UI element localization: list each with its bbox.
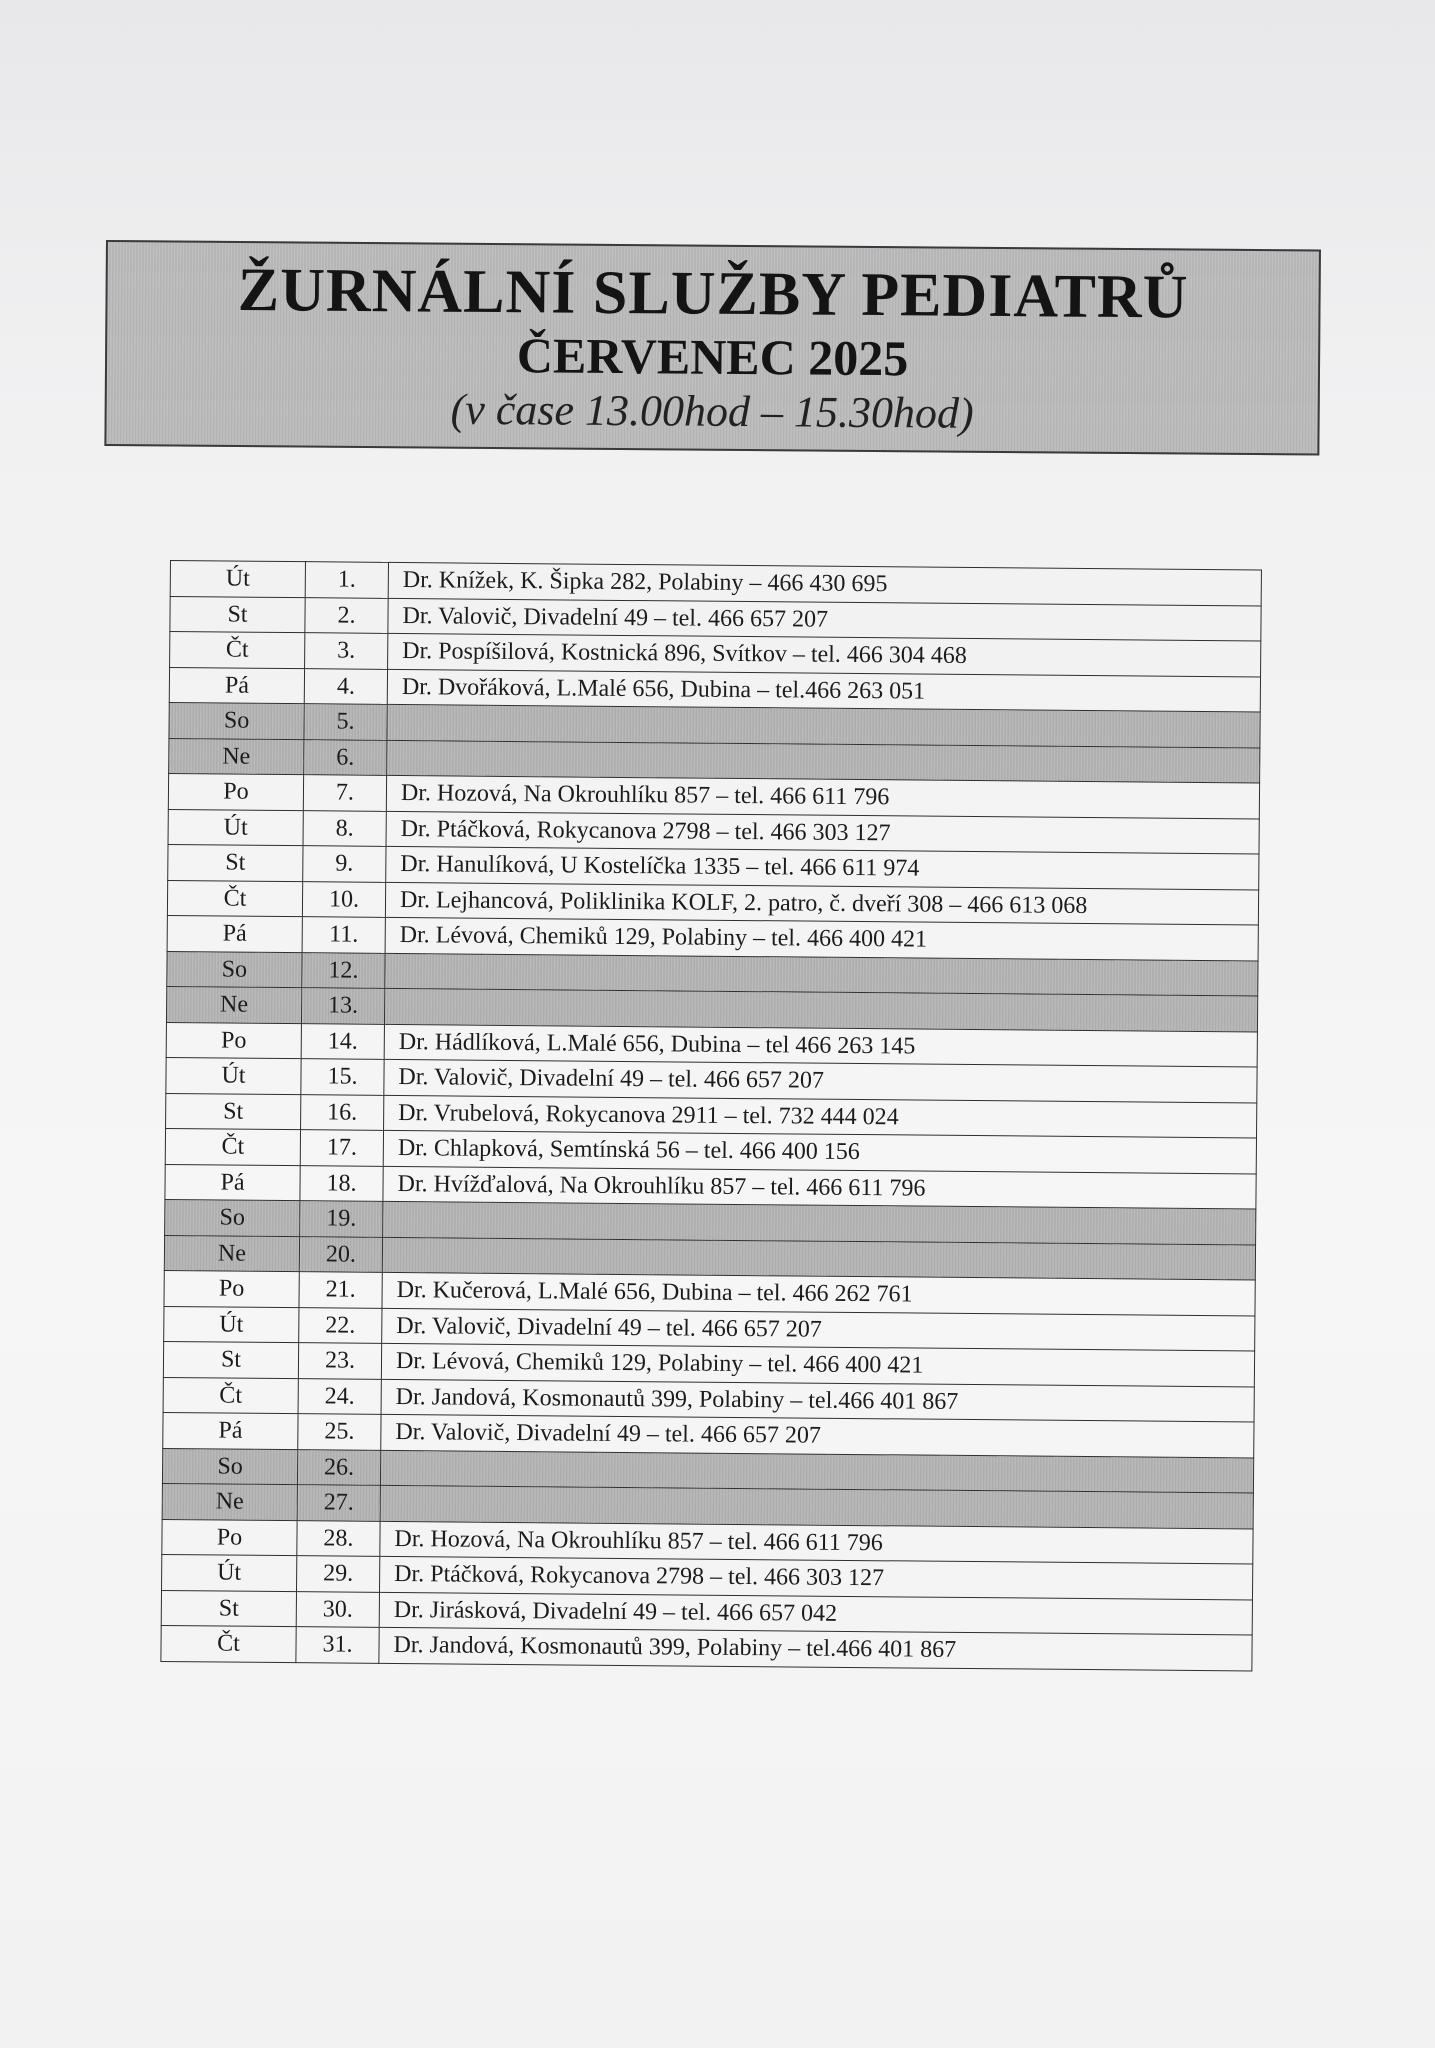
row-doctor-info: Dr. Lévová, Chemiků 129, Polabiny – tel. 466 400 421 <box>385 917 1258 960</box>
document-time-range: (v čase 13.00hod – 15.30hod) <box>450 384 974 438</box>
row-day: Ne <box>164 1235 299 1272</box>
row-day: St <box>161 1590 296 1627</box>
row-day: Čt <box>167 880 302 917</box>
row-date: 15. <box>301 1059 384 1095</box>
row-day: So <box>162 1448 297 1485</box>
row-date: 9. <box>303 846 386 882</box>
schedule-table-body <box>161 561 1262 1671</box>
row-day: Pá <box>163 1412 298 1449</box>
row-date: 27. <box>297 1485 380 1521</box>
row-day: Čt <box>163 1377 298 1414</box>
row-day: St <box>166 1093 301 1130</box>
schedule-table <box>160 560 1262 1671</box>
row-doctor-info: Dr. Jandová, Kosmonautů 399, Polabiny – tel.466 401 867 <box>381 1379 1254 1422</box>
row-date: 20. <box>299 1236 382 1272</box>
row-doctor-info: Dr. Dvořáková, L.Malé 656, Dubina – tel.466 263 051 <box>387 669 1260 712</box>
header-box <box>104 240 1321 456</box>
row-day: Po <box>164 1270 299 1307</box>
row-doctor-info: Dr. Ptáčková, Rokycanova 2798 – tel. 466 303 127 <box>380 1556 1253 1599</box>
row-doctor-info: Dr. Hozová, Na Okrouhlíku 857 – tel. 466 611 796 <box>386 775 1259 818</box>
row-date: 4. <box>304 668 387 704</box>
row-date: 18. <box>300 1165 383 1201</box>
row-date: 10. <box>302 881 385 917</box>
row-date: 30. <box>296 1591 379 1627</box>
row-day: Pá <box>165 1164 300 1201</box>
row-date: 24. <box>298 1378 381 1414</box>
row-doctor-info: Dr. Valovič, Divadelní 49 – tel. 466 657 207 <box>384 1059 1257 1102</box>
row-date: 31. <box>296 1627 379 1663</box>
row-date: 17. <box>300 1130 383 1166</box>
row-day: Út <box>162 1554 297 1591</box>
row-doctor-info: Dr. Hvížďalová, Na Okrouhlíku 857 – tel. 466 611 796 <box>383 1166 1256 1209</box>
row-day: So <box>167 951 302 988</box>
row-doctor-info: Dr. Ptáčková, Rokycanova 2798 – tel. 466 303 127 <box>386 811 1259 854</box>
row-doctor-info: Dr. Kučerová, L.Malé 656, Dubina – tel. 466 262 761 <box>382 1272 1255 1315</box>
row-date: 7. <box>303 775 386 811</box>
row-date: 13. <box>301 988 384 1024</box>
row-day: Út <box>164 1306 299 1343</box>
row-day: Pá <box>167 915 302 952</box>
row-date: 25. <box>298 1414 381 1450</box>
row-date: 3. <box>305 633 388 669</box>
row-date: 26. <box>297 1449 380 1485</box>
row-doctor-info: Dr. Valovič, Divadelní 49 – tel. 466 657 207 <box>381 1414 1254 1457</box>
row-doctor-info: Dr. Hozová, Na Okrouhlíku 857 – tel. 466 611 796 <box>380 1521 1253 1564</box>
row-date: 5. <box>304 704 387 740</box>
row-date: 2. <box>305 597 388 633</box>
row-doctor-info: Dr. Lejhancová, Poliklinika KOLF, 2. patro, č. dveří 308 – 466 613 068 <box>385 882 1258 925</box>
row-date: 19. <box>300 1201 383 1237</box>
row-day: Po <box>166 1022 301 1059</box>
document-title: ŽURNÁLNÍ SLUŽBY PEDIATRŮ <box>237 256 1189 332</box>
row-date: 29. <box>297 1556 380 1592</box>
row-day: Út <box>168 809 303 846</box>
row-doctor-info: Dr. Jirásková, Divadelní 49 – tel. 466 657 042 <box>379 1592 1252 1635</box>
row-date: 6. <box>304 739 387 775</box>
row-doctor-info: Dr. Valovič, Divadelní 49 – tel. 466 657 207 <box>388 598 1261 641</box>
row-day: Po <box>162 1519 297 1556</box>
row-day: So <box>169 702 304 739</box>
row-doctor-info: Dr. Jandová, Kosmonautů 399, Polabiny – tel.466 401 867 <box>379 1627 1252 1670</box>
row-day: Po <box>168 773 303 810</box>
row-day: Čt <box>165 1128 300 1165</box>
row-day: Ne <box>169 738 304 775</box>
row-day: Ne <box>162 1483 297 1520</box>
row-doctor-info: Dr. Knížek, K. Šipka 282, Polabiny – 466 430 695 <box>388 562 1261 605</box>
row-doctor-info: Dr. Chlapková, Semtínská 56 – tel. 466 400 156 <box>383 1130 1256 1173</box>
row-date: 21. <box>299 1272 382 1308</box>
row-doctor-info: Dr. Pospíšilová, Kostnická 896, Svítkov – tel. 466 304 468 <box>388 633 1261 676</box>
row-date: 23. <box>298 1343 381 1379</box>
row-date: 28. <box>297 1520 380 1556</box>
row-date: 11. <box>302 917 385 953</box>
row-date: 14. <box>301 1023 384 1059</box>
row-date: 1. <box>305 562 388 598</box>
row-date: 22. <box>299 1307 382 1343</box>
row-day: St <box>170 596 305 633</box>
row-day: Út <box>170 561 305 598</box>
row-day: Ne <box>166 986 301 1023</box>
row-doctor-info: Dr. Lévová, Chemiků 129, Polabiny – tel. 466 400 421 <box>381 1343 1254 1386</box>
row-day: Pá <box>169 667 304 704</box>
row-doctor-info: Dr. Vrubelová, Rokycanova 2911 – tel. 732 444 024 <box>384 1095 1257 1138</box>
row-date: 16. <box>301 1094 384 1130</box>
row-day: St <box>163 1341 298 1378</box>
row-date: 8. <box>303 810 386 846</box>
row-doctor-info: Dr. Hanulíková, U Kostelíčka 1335 – tel. 466 611 974 <box>386 846 1259 889</box>
schedule-table-wrapper <box>160 560 1262 1671</box>
row-day: St <box>168 844 303 881</box>
row-day: Čt <box>161 1625 296 1662</box>
row-day: Čt <box>170 632 305 669</box>
row-doctor-info: Dr. Valovič, Divadelní 49 – tel. 466 657 207 <box>382 1308 1255 1351</box>
row-doctor-info: Dr. Hádlíková, L.Malé 656, Dubina – tel 466 263 145 <box>384 1024 1257 1067</box>
row-day: So <box>165 1199 300 1236</box>
row-date: 12. <box>302 952 385 988</box>
document-month: ČERVENEC 2025 <box>516 327 909 387</box>
row-day: Út <box>166 1057 301 1094</box>
